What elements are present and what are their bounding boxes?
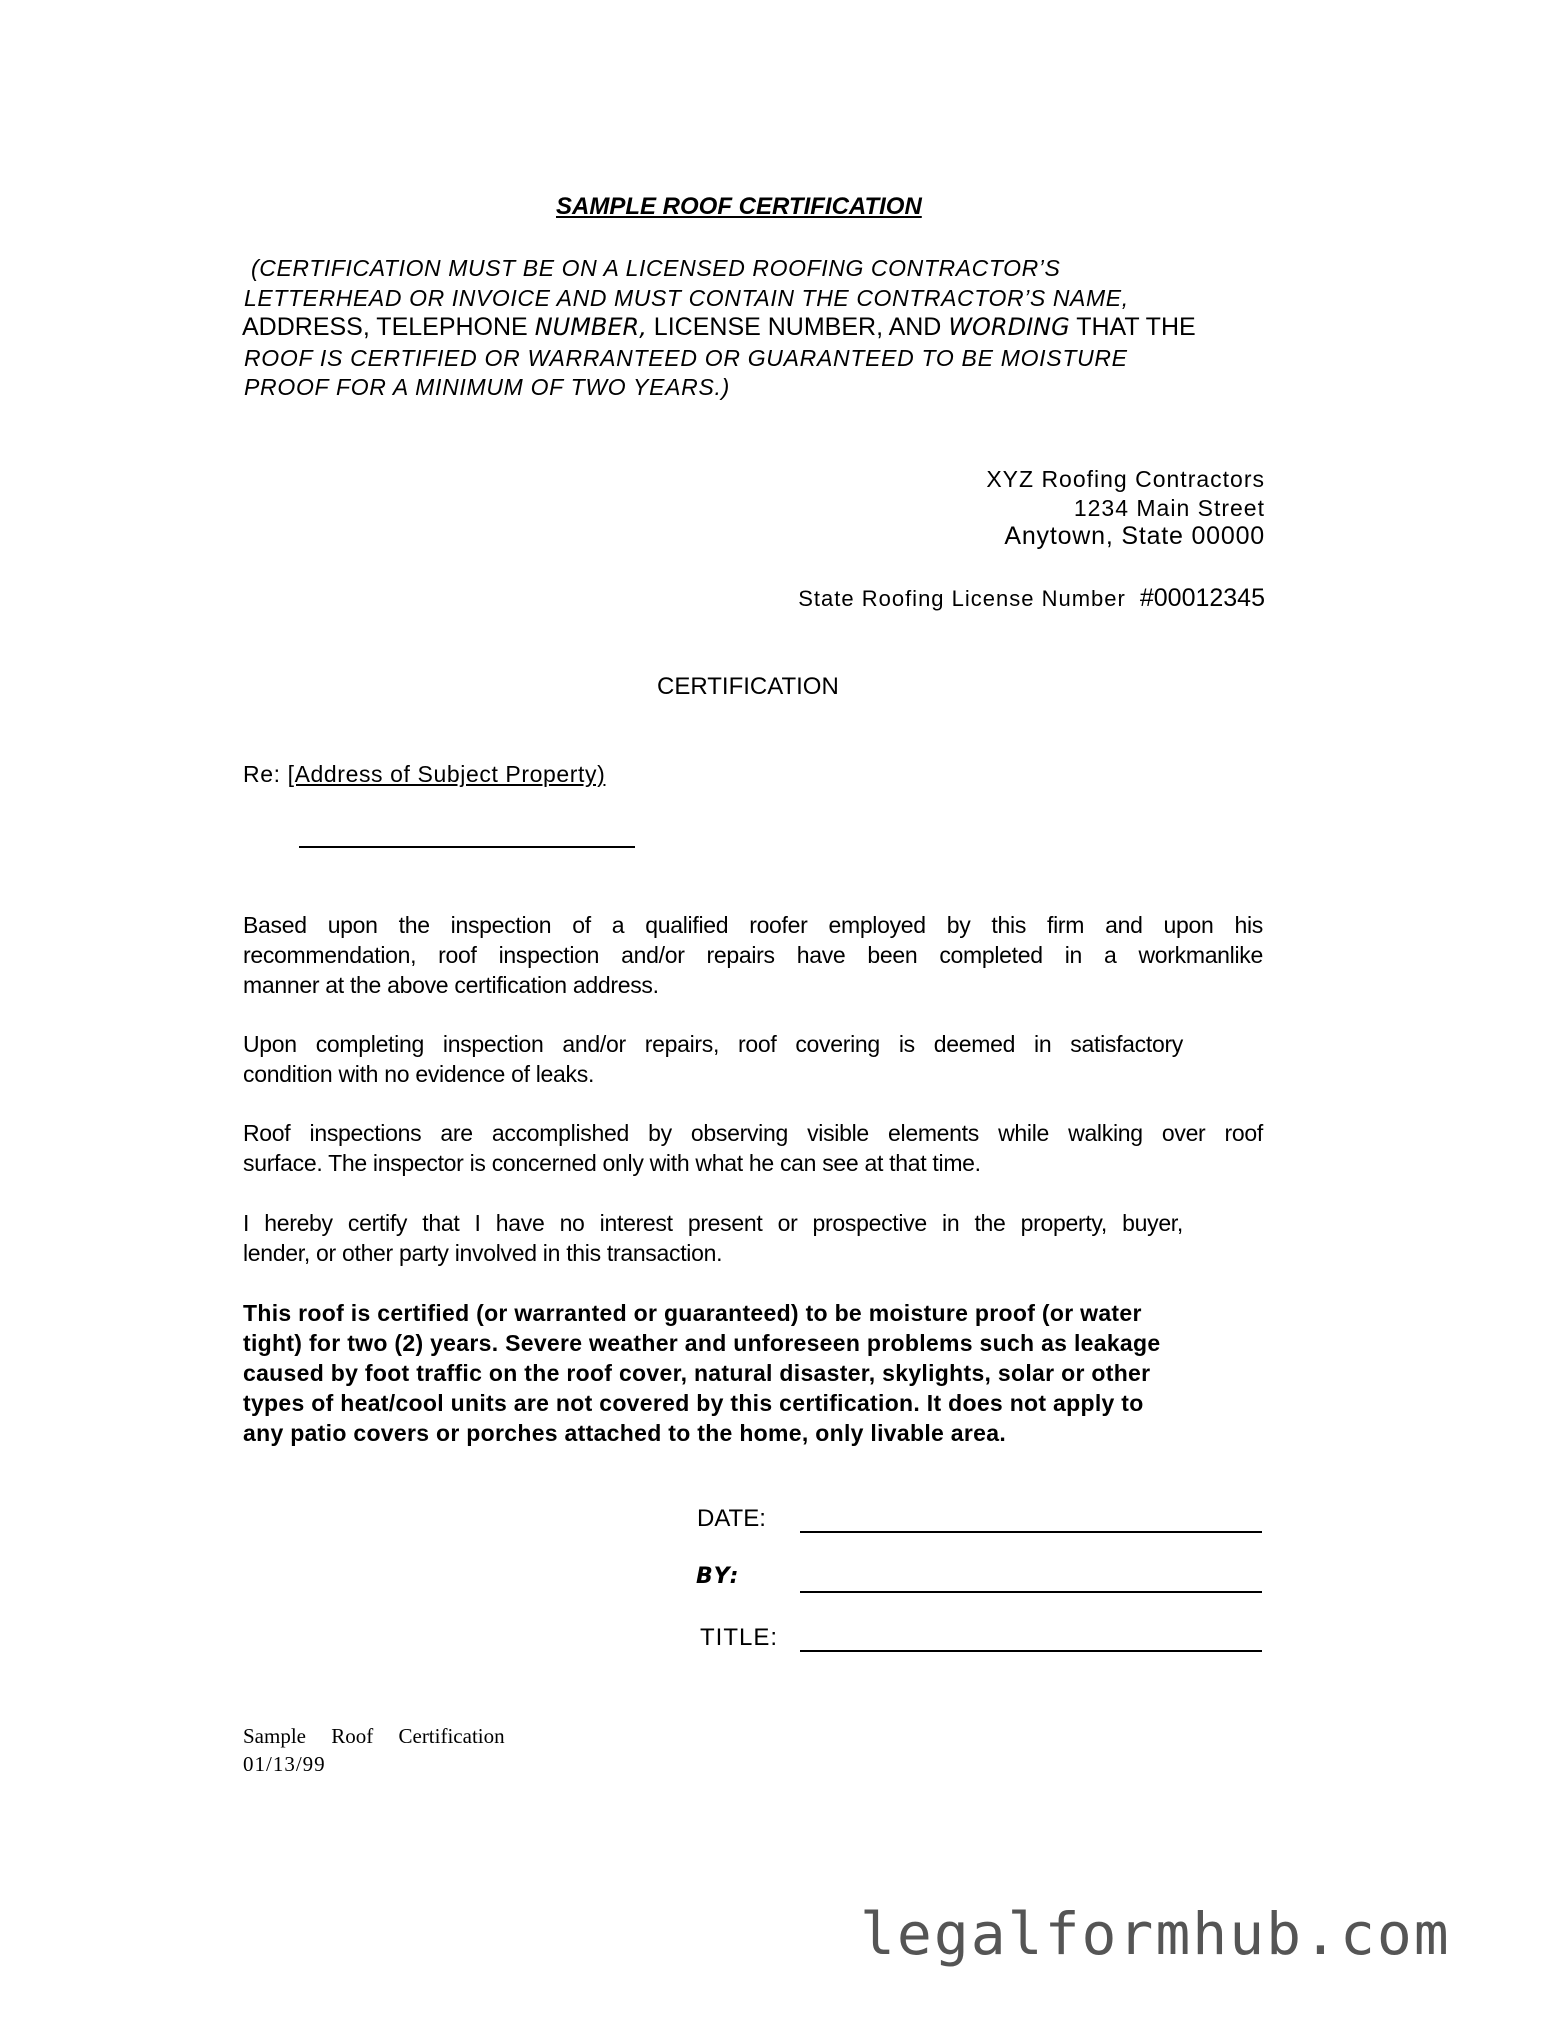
instructions-line-3-part-c: LICENSE NUMBER, AND (646, 313, 949, 341)
paragraph-line: tight) for two (2) years. Severe weather and unforeseen problems such as leakage (243, 1330, 1161, 1356)
paragraph-line: Roof inspections are accomplished by observing visible elements while walking over roof (243, 1120, 1263, 1146)
contractor-street: 1234 Main Street (1073, 495, 1265, 521)
paragraph-inspection-basis (243, 910, 1263, 1000)
paragraph-line: any patio covers or porches attached to the home, only livable area. (243, 1420, 1007, 1446)
title-label: TITLE: (700, 1624, 779, 1651)
footer-form-name: Sample Roof Certification (243, 1724, 505, 1748)
instructions-line-3-part-d: WORDING (948, 313, 1070, 341)
paragraph-warranty-terms (243, 1298, 1273, 1448)
license-label: State Roofing License Number (798, 586, 1126, 611)
re-address-blank-line[interactable] (299, 846, 635, 848)
instructions-line-3-part-a: ADDRESS, TELEPHONE (242, 313, 535, 341)
paragraph-line: manner at the above certification address. (243, 972, 659, 998)
license-number: #00012345 (1139, 584, 1265, 612)
paragraph-line: This roof is certified (or warranted or guaranteed) to be moisture proof (or water (243, 1300, 1142, 1326)
instructions-line-3-part-e: THAT THE (1069, 313, 1196, 341)
by-label: BY: (696, 1564, 741, 1589)
instructions-line-1: (CERTIFICATION MUST BE ON A LICENSED ROOFING CONTRACTOR’S (251, 255, 1061, 281)
certification-heading: CERTIFICATION (657, 673, 839, 700)
instructions-line-3 (242, 313, 1196, 342)
re-address-field[interactable]: [Address of Subject Property) (287, 761, 606, 787)
re-row (243, 761, 605, 788)
watermark: legalformhub.com (860, 1900, 1451, 1968)
paragraph-no-interest (243, 1208, 1183, 1268)
date-label: DATE: (697, 1505, 766, 1532)
paragraph-line: I hereby certify that I have no interest present or prospective in the property, buyer, (243, 1210, 1183, 1236)
contractor-name: XYZ Roofing Contractors (986, 466, 1265, 492)
paragraph-line: surface. The inspector is concerned only with what he can see at that time. (243, 1150, 981, 1176)
footer-form-date: 01/13/99 (243, 1752, 326, 1776)
contractor-city-state-zip: Anytown, State 00000 (1004, 522, 1265, 550)
document-title: SAMPLE ROOF CERTIFICATION (556, 193, 922, 220)
paragraph-line: condition with no evidence of leaks. (243, 1061, 595, 1087)
instructions-line-3-part-b: NUMBER, (534, 313, 647, 341)
paragraph-line: Upon completing inspection and/or repairs, roof covering is deemed in satisfactory (243, 1031, 1183, 1057)
by-signature-line[interactable] (800, 1591, 1262, 1593)
re-label: Re: (243, 761, 281, 787)
paragraph-inspection-method (243, 1118, 1263, 1178)
paragraph-line: lender, or other party involved in this transaction. (243, 1240, 723, 1266)
paragraph-condition (243, 1029, 1183, 1089)
date-signature-line[interactable] (800, 1531, 1262, 1533)
instructions-line-2: LETTERHEAD OR INVOICE AND MUST CONTAIN THE CONTRACTOR’S NAME, (244, 285, 1129, 311)
paragraph-line: types of heat/cool units are not covered by this certification. It does not apply to (243, 1390, 1144, 1416)
title-signature-line[interactable] (800, 1650, 1262, 1652)
paragraph-line: caused by foot traffic on the roof cover, natural disaster, skylights, solar or other (243, 1360, 1151, 1386)
paragraph-line: Based upon the inspection of a qualified roofer employed by this firm and upon his (243, 912, 1263, 938)
instructions-line-4: ROOF IS CERTIFIED OR WARRANTEED OR GUARANTEED TO BE MOISTURE (244, 345, 1128, 371)
paragraph-line: recommendation, roof inspection and/or repairs have been completed in a workmanlike (243, 942, 1263, 968)
license-row (798, 584, 1265, 613)
instructions-line-5: PROOF FOR A MINIMUM OF TWO YEARS.) (244, 374, 730, 400)
